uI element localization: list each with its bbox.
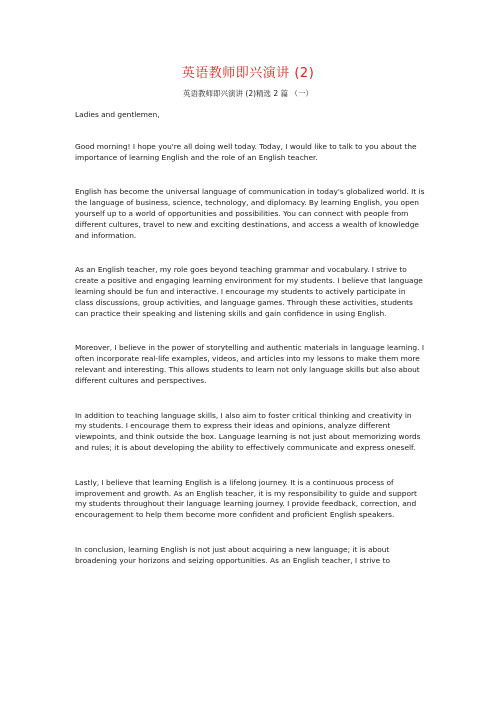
paragraph-salutation: Ladies and gentlemen, <box>75 110 160 119</box>
paragraph-teacher-role: As an English teacher, my role goes beyond teaching grammar and vocabulary. I strive to create a positive and engaging learning environment for my students. I believe that language learning should be fun and interactive. I encourage my students to actively participate in class discussions, group activities, and language games. Through these activities, students can practice their speaking and listening skills and gain confidence in using English. <box>75 265 423 318</box>
paragraph-critical-thinking: In addition to teaching language skills, I also aim to foster critical thinking and creativity in my students. I encourage them to express their ideas and opinions, analyze different viewpoints, and think outside the box. Language learning is not just about memorizing words and rules; it is about developing the ability to effectively communicate and express oneself. <box>75 410 421 452</box>
paragraph-storytelling: Moreover, I believe in the power of storytelling and authentic materials in language learning. I often incorporate real-life examples, videos, and articles into my lessons to make them more relevant and interesting. This allows students to learn not only language skills but also about different cultures and perspectives. <box>75 343 424 385</box>
document-body <box>75 110 425 567</box>
paragraph-greeting: Good morning! I hope you're all doing well today. Today, I would like to talk to you about the importance of learning English and the role of an English teacher. <box>75 141 417 162</box>
document-title: 英语教师即兴演讲 (2) <box>181 66 315 81</box>
paragraph-lifelong-journey: Lastly, I believe that learning English is a lifelong journey. It is a continuous process of improvement and growth. As an English teacher, it is my responsibility to guide and support my students throughout their language learning journey. I provide feedback, correction, and encouragement to help them become more confident and proficient English speakers. <box>75 477 417 520</box>
paragraph-conclusion: In conclusion, learning English is not just about acquiring a new language; it is about broadening your horizons and seizing opportunities. As an English teacher, I strive to <box>75 544 390 565</box>
document-subtitle: 英语教师即兴演讲 (2)精选 2 篇 （一） <box>183 89 313 98</box>
paragraph-universal-language: English has become the universal language of communication in today's globalized world. It is the language of business, science, technology, and diplomacy. By learning English, you open yourself up to a world of opportunities and possibilities. You can connect with people from different cultures, travel to new and exciting destinations, and access a wealth of knowledge and information. <box>75 187 425 240</box>
